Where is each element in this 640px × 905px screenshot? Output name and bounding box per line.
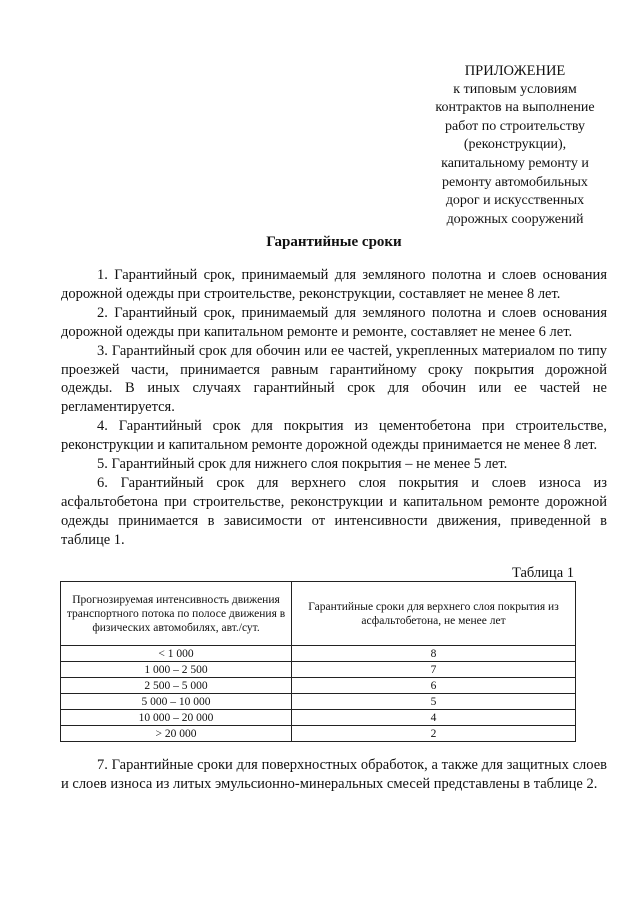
table-cell: 2	[292, 726, 576, 742]
table-cell: 2 500 – 5 000	[61, 678, 292, 694]
table-cell: < 1 000	[61, 646, 292, 662]
table-cell: > 20 000	[61, 726, 292, 742]
table-header-row	[61, 582, 576, 646]
table-row	[61, 694, 576, 710]
appendix-line: работ по строительству	[445, 118, 585, 134]
appendix-line: капитальному ремонту и	[441, 155, 589, 171]
table-row	[61, 726, 576, 742]
document-body	[61, 266, 607, 550]
document-title: Гарантийные сроки	[266, 234, 402, 250]
document-body-continued	[61, 756, 607, 794]
appendix-line: дорожных сооружений	[446, 211, 584, 227]
appendix-line: к типовым условиям	[453, 81, 577, 97]
table-header-guarantee: Гарантийные сроки для верхнего слоя покрытия из асфальтобетона, не менее лет	[292, 582, 576, 646]
paragraph: 1. Гарантийный срок, принимаемый для земляного полотна и слоев основания дорожной одежды при строительстве, реконструкции, составляет не менее 8 лет.	[61, 267, 607, 302]
appendix-line: дорог и искусственных	[445, 193, 585, 209]
table-caption: Таблица 1	[511, 565, 574, 581]
table-cell: 6	[292, 678, 576, 694]
paragraph: 5. Гарантийный срок для нижнего слоя покрытия – не менее 5 лет.	[97, 456, 508, 473]
table-cell: 5 000 – 10 000	[61, 694, 292, 710]
paragraph: 6. Гарантийный срок для верхнего слоя покрытия и слоев износа из асфальтобетона при строительстве, реконструкции и капитальном ремонте дорожной одежды принимается в зависимости от интенсивности движения, приведенной в таблице 1.	[61, 474, 607, 548]
appendix-line: контрактов на выполнение	[435, 100, 595, 116]
table-cell: 8	[292, 646, 576, 662]
table-cell: 7	[292, 662, 576, 678]
table-header-intensity: Прогнозируемая интенсивность движения транспортного потока по полосе движения в физических автомобилях, авт./сут.	[61, 582, 292, 646]
table-row	[61, 662, 576, 678]
table-cell: 10 000 – 20 000	[61, 710, 292, 726]
appendix-line: (реконструкции),	[463, 137, 567, 153]
appendix-line: ремонту автомобильных	[442, 174, 588, 190]
table-cell: 4	[292, 710, 576, 726]
table-cell: 1 000 – 2 500	[61, 662, 292, 678]
paragraph: 7. Гарантийные сроки для поверхностных обработок, а также для защитных слоев и слоев износа из литых эмульсионно-минеральных смесей представлены в таблице 2.	[61, 757, 607, 792]
table-cell: 5	[292, 694, 576, 710]
paragraph: 4. Гарантийный срок для покрытия из цементобетона при строительстве, реконструкции и капитальном ремонте дорожной одежды принимается не менее 8 лет.	[61, 418, 607, 454]
appendix-header	[418, 62, 612, 229]
table-row	[61, 646, 576, 662]
paragraph: 3. Гарантийный срок для обочин или ее частей, укрепленных материалом по типу проезжей части, принимается равным гарантийному сроку покрытия дорожной одежды. В иных случаях гарантийный срок для обочин или ее частей не регламентируется.	[61, 342, 607, 416]
guarantee-table	[60, 581, 576, 742]
table-row	[61, 678, 576, 694]
paragraph: 2. Гарантийный срок, принимаемый для земляного полотна и слоев основания дорожной одежды при капитальном ремонте и ремонте, составляет не менее 6 лет.	[61, 304, 607, 340]
table-row	[61, 710, 576, 726]
appendix-label: ПРИЛОЖЕНИЕ	[464, 63, 566, 79]
